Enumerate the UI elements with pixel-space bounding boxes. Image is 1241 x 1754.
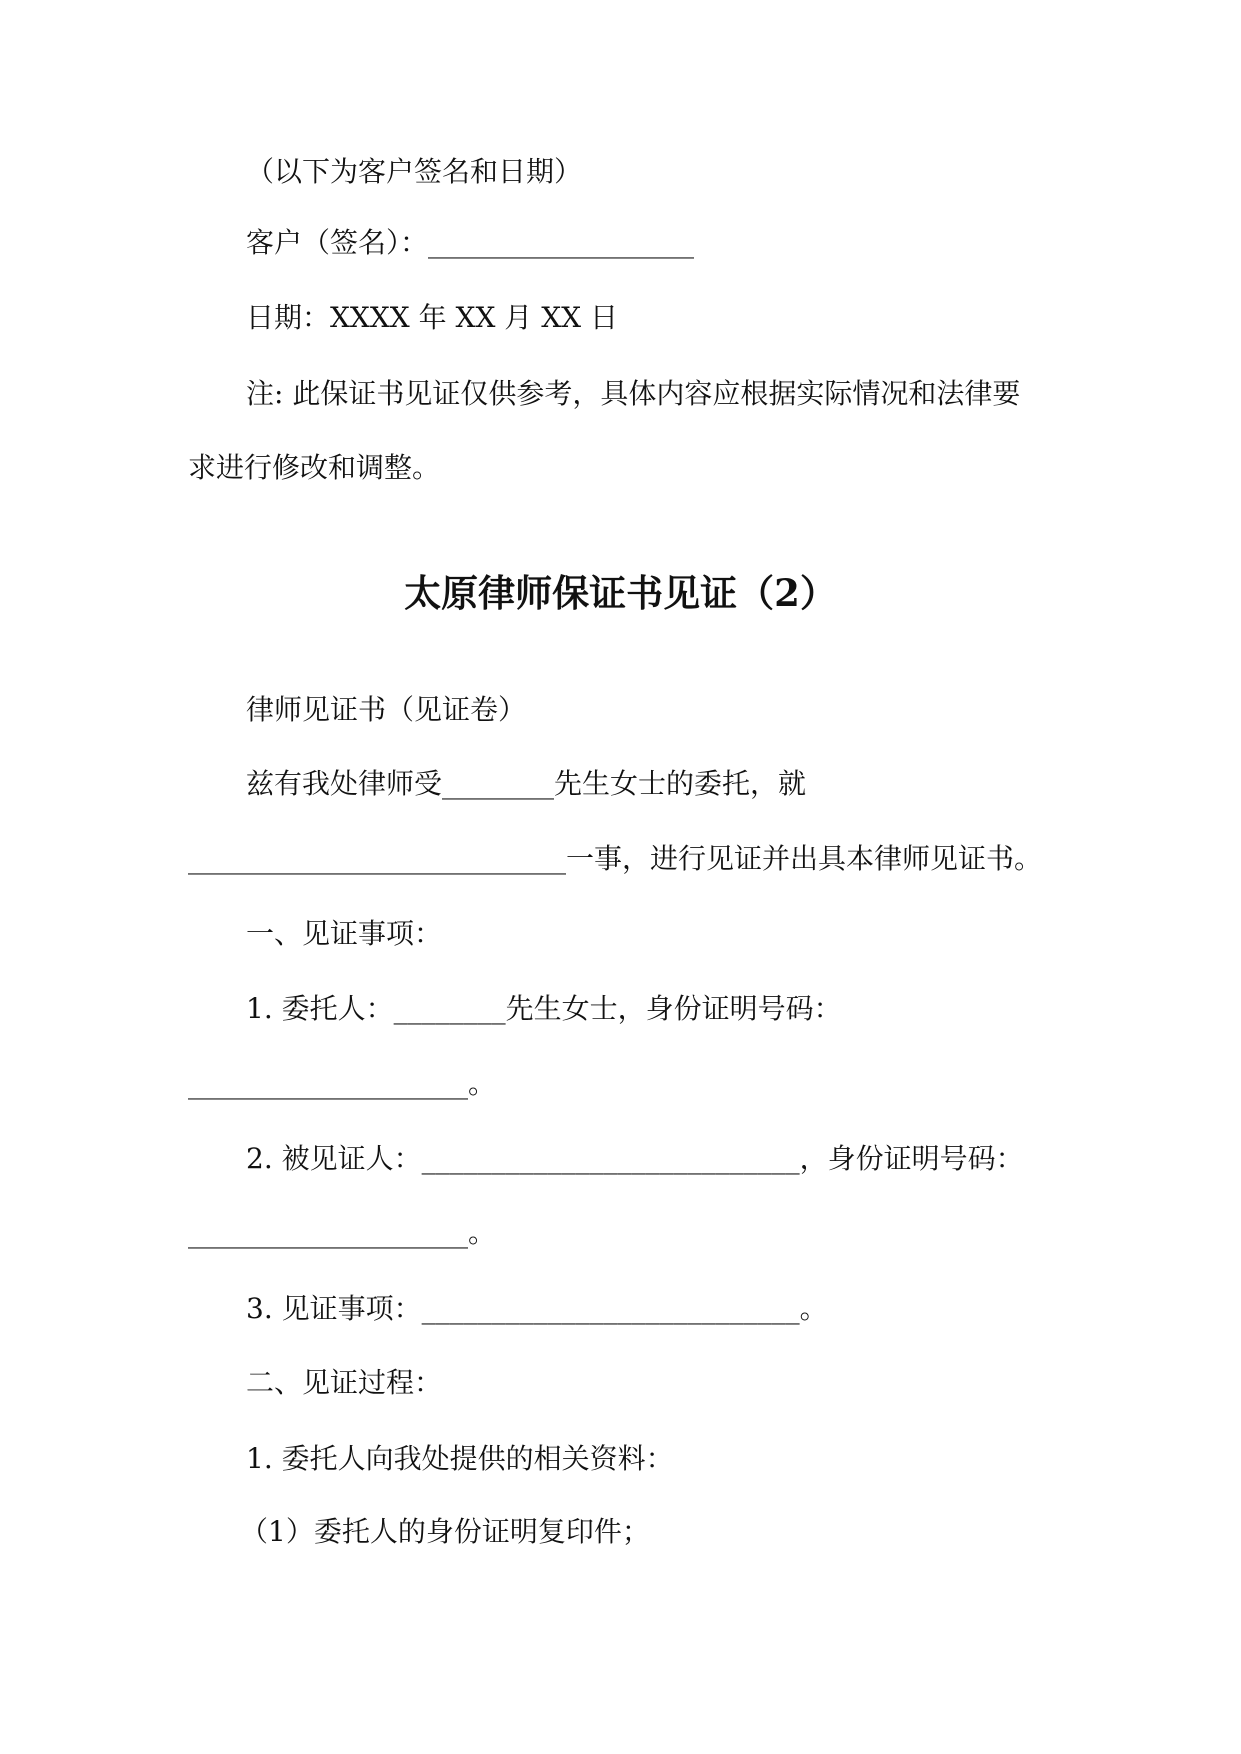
item-1-line-1: 1. 委托人：________先生女士，身份证明号码： (246, 992, 842, 1025)
client-signature-note: （以下为客户签名和日期） (246, 155, 583, 188)
document-title: 太原律师保证书见证（2） (404, 571, 837, 615)
heading-witness-process: 二、见证过程： (246, 1366, 443, 1399)
subtitle: 律师见证书（见证卷） (246, 693, 527, 726)
item-2-line-2: ____________________。 (188, 1216, 497, 1249)
note-line-2: 求进行修改和调整。 (188, 451, 441, 484)
intro-line-2: ___________________________一事，进行见证并出具本律师见证书。 (188, 842, 1043, 875)
item-2-line-1: 2. 被见证人：___________________________，身份证明号码： (246, 1142, 1024, 1175)
process-item-1-sub-1: （1）委托人的身份证明复印件； (240, 1515, 650, 1548)
item-1-line-2: ____________________。 (188, 1067, 497, 1100)
note-line-1: 注: 此保证书见证仅供参考，具体内容应根据实际情况和法律要 (246, 377, 1021, 410)
process-item-1: 1. 委托人向我处提供的相关资料： (246, 1442, 674, 1475)
intro-line-1: 兹有我处律师受________先生女士的委托，就 (246, 767, 807, 800)
client-signature-line: 客户（签名）：___________________ (246, 226, 695, 259)
heading-witness-matters: 一、见证事项： (246, 917, 443, 950)
item-3: 3. 见证事项：___________________________。 (246, 1292, 828, 1325)
date-line: 日期：XXXX 年 XX 月 XX 日 (246, 301, 618, 334)
